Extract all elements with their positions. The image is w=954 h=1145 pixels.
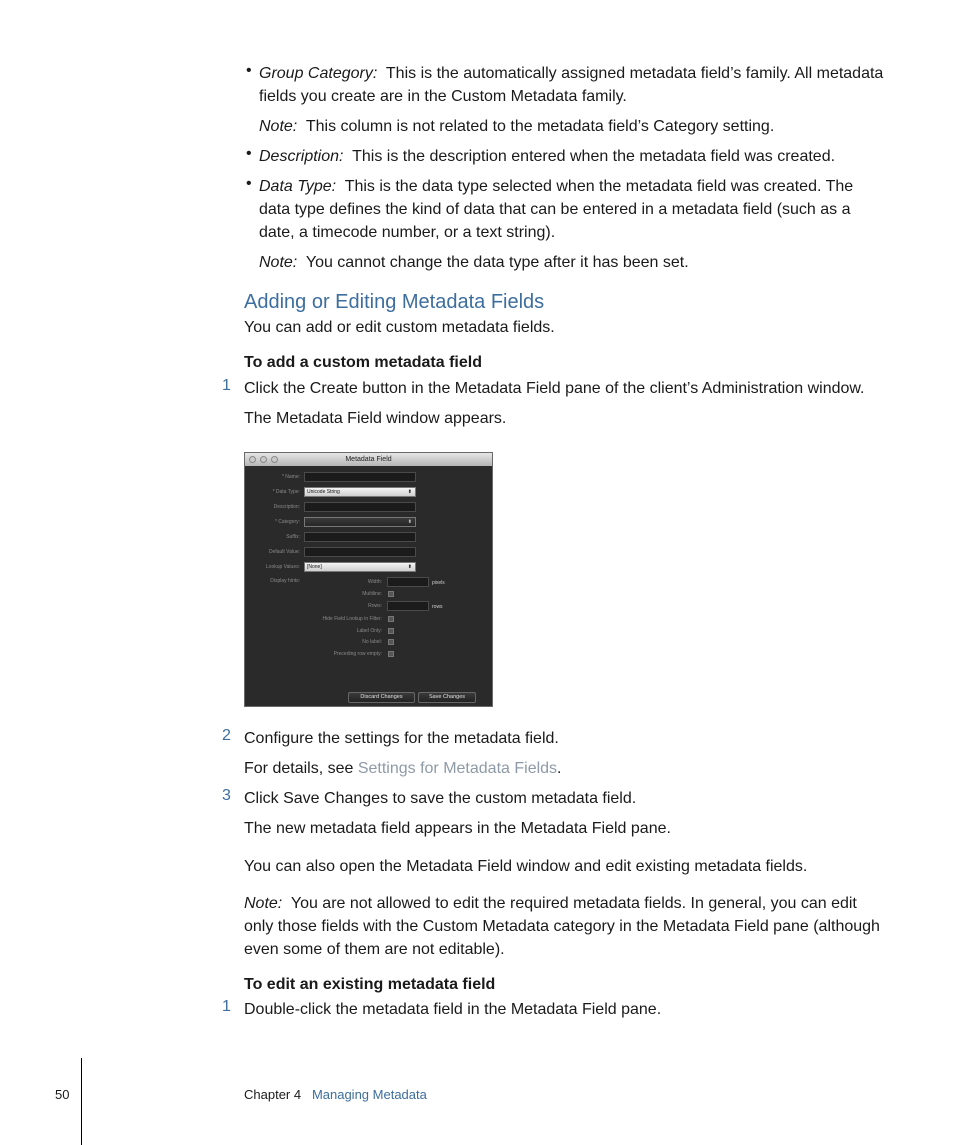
task-heading-edit: To edit an existing metadata field [244, 976, 496, 993]
bullet-description: Description: This is the description entered when the metadata field was created. [259, 148, 836, 165]
step-number: 2 [222, 727, 231, 744]
lookup-values-select[interactable]: [None] ⬍ [304, 562, 416, 572]
step-detail: For details, see Settings for Metadata Fields. [244, 760, 562, 777]
stepper-arrows-icon: ⬍ [407, 519, 412, 525]
display-hints-label: Display hints: [270, 578, 300, 584]
name-label: * Name: [281, 474, 300, 480]
step-text: Click Save Changes to save the custom metadata field. [244, 790, 637, 807]
data-type-label: * Data Type: [272, 489, 300, 495]
step-number: 1 [222, 998, 231, 1015]
step-result: The Metadata Field window appears. [244, 410, 507, 427]
extra-paragraph: You can also open the Metadata Field window and edit existing metadata fields. [244, 858, 808, 875]
step-number: 1 [222, 377, 231, 394]
zoom-window-icon[interactable] [271, 456, 278, 463]
bullet-dot: • [246, 145, 252, 162]
default-value-field[interactable] [304, 547, 416, 557]
hide-lookup-checkbox[interactable] [388, 616, 394, 622]
note-required-fields: Note: You are not allowed to edit the required metadata fields. In general, you can edit only those fields with the Custom Metadata category in the Metadata Field pane (although even some of them are not editable). [244, 895, 880, 958]
hide-lookup-label: Hide Field Lookup in Filter: [322, 616, 382, 622]
rows-field[interactable] [387, 601, 429, 611]
suffix-field[interactable] [304, 532, 416, 542]
discard-changes-button[interactable]: Discard Changes [348, 692, 415, 703]
section-title: Adding or Editing Metadata Fields [244, 291, 545, 313]
stepper-arrows-icon: ⬍ [407, 489, 412, 495]
window-titlebar [245, 453, 492, 466]
lookup-values-label: Lookup Values: [265, 564, 300, 570]
metadata-field-window [244, 452, 493, 707]
no-label-label: No label: [362, 639, 382, 645]
step-number: 3 [222, 787, 231, 804]
stepper-arrows-icon: ⬍ [407, 564, 412, 570]
default-value-label: Default Value: [268, 549, 300, 555]
label-only-checkbox[interactable] [388, 628, 394, 634]
step-text: Click the Create button in the Metadata Field pane of the client’s Administration window. [244, 380, 865, 397]
multiline-checkbox[interactable] [388, 591, 394, 597]
section-intro: You can add or edit custom metadata fields. [244, 319, 555, 336]
footer-divider [81, 1058, 82, 1145]
category-label: * Category: [274, 519, 300, 525]
description-field[interactable] [304, 502, 416, 512]
width-field[interactable] [387, 577, 429, 587]
description-label: Description: [273, 504, 300, 510]
data-type-select[interactable]: Unicode String ⬍ [304, 487, 416, 497]
close-window-icon[interactable] [249, 456, 256, 463]
name-field[interactable] [304, 472, 416, 482]
save-changes-button[interactable]: Save Changes [418, 692, 476, 703]
no-label-checkbox[interactable] [388, 639, 394, 645]
minimize-window-icon[interactable] [260, 456, 267, 463]
width-label: Width: [367, 579, 382, 585]
bullet-data-type: Data Type: This is the data type selected when the metadata field was created. The data type defines the kind of data that can be entered in a metadata field (such as a date, a timecode number, or a text string). [259, 178, 854, 241]
suffix-label: Suffix: [286, 534, 300, 540]
page-number: 50 [55, 1087, 70, 1102]
multiline-label: Multiline: [362, 591, 382, 597]
bullet-dot: • [246, 62, 252, 79]
note-category: Note: This column is not related to the metadata field’s Category setting. [259, 118, 775, 135]
bullet-group-category: Group Category: This is the automatically assigned metadata field’s family. All metadata fields you create are in the Custom Metadata family. [259, 65, 884, 105]
step-result: The new metadata field appears in the Metadata Field pane. [244, 820, 671, 837]
footer-chapter: Chapter 4 Managing Metadata [244, 1087, 427, 1102]
preceding-row-checkbox[interactable] [388, 651, 394, 657]
window-title: Metadata Field [345, 456, 392, 463]
settings-link[interactable]: Settings for Metadata Fields [357, 760, 558, 777]
bullet-dot: • [246, 175, 252, 192]
label-only-label: Label Only: [356, 628, 382, 634]
rows-label: Rows: [368, 603, 382, 609]
pixels-unit: pixels [432, 580, 445, 586]
note-data-type: Note: You cannot change the data type after it has been set. [259, 254, 689, 271]
category-select[interactable] [304, 517, 416, 527]
preceding-row-label: Preceding row empty: [333, 651, 382, 657]
step-text: Configure the settings for the metadata field. [244, 730, 559, 747]
task-heading-add: To add a custom metadata field [244, 354, 482, 371]
rows-unit: rows [432, 604, 443, 610]
step-text: Double-click the metadata field in the Metadata Field pane. [244, 1001, 662, 1018]
